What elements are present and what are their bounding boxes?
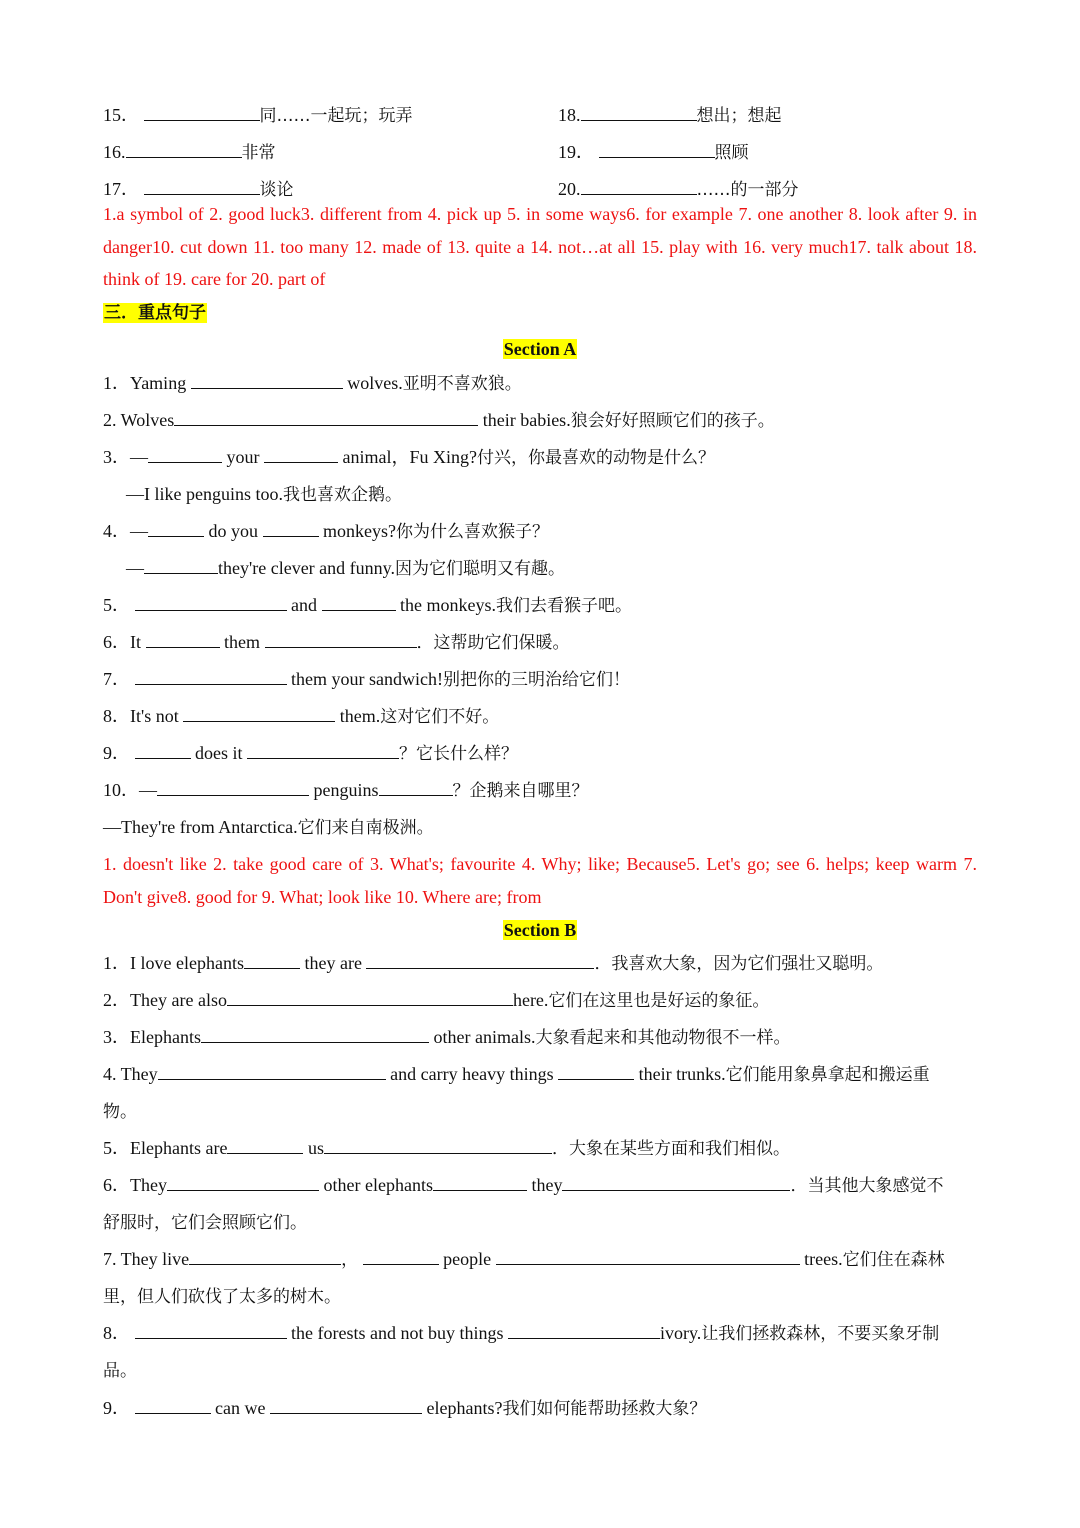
answer-blank[interactable] [322, 592, 396, 611]
text-fragment: —They're from Antarctica. [103, 817, 298, 837]
text-fragment: Section B [503, 920, 577, 940]
answer-blank[interactable] [227, 1135, 303, 1154]
sentence-a2 [103, 407, 775, 434]
text-fragment: 它们来自南极洲。 [297, 818, 434, 838]
text-fragment: other elephants [323, 1175, 433, 1195]
answer-blank[interactable] [135, 1395, 211, 1414]
vocab-item-18 [558, 102, 782, 129]
text-fragment: 里，但人们砍伐了太多的树木。 [103, 1287, 341, 1307]
answer-blank[interactable] [135, 666, 287, 685]
vocab-item-16 [103, 139, 276, 166]
answer-blank[interactable] [324, 1135, 552, 1154]
answer-blank[interactable] [157, 777, 309, 796]
text-fragment: 7． [103, 669, 130, 689]
item-number: 15． [103, 105, 139, 125]
text-fragment: 因为它们聪明又有趣。 [395, 559, 565, 579]
text-fragment: ．当其他大象感觉不 [790, 1176, 944, 1196]
text-fragment: 舒服时，它们会照顾它们。 [103, 1213, 307, 1233]
text-fragment: 别把你的三明治给它们！ [442, 670, 630, 690]
text-fragment: monkeys? [323, 521, 396, 541]
text-fragment: the forests and not buy things [291, 1323, 504, 1343]
sentence-b2 [103, 987, 769, 1014]
answer-blank[interactable] [581, 176, 697, 195]
text-fragment: 5．Elephants are [103, 1138, 228, 1158]
answer-blank[interactable] [148, 518, 204, 537]
sentence-b4 [103, 1061, 930, 1088]
text-fragment: 大象看起来和其他动物很不一样。 [535, 1028, 791, 1048]
text-fragment: ？它长什么样？ [399, 744, 518, 764]
answer-blank[interactable] [148, 444, 222, 463]
answer-blank[interactable] [366, 950, 594, 969]
text-fragment: 它们在这里也是好运的象征。 [548, 991, 770, 1011]
text-fragment: ？企鹅来自哪里？ [452, 781, 589, 801]
text-fragment: 让我们拯救森林，不要买象牙制 [701, 1324, 940, 1344]
text-fragment: 付兴，你最喜欢的动物是什么？ [476, 448, 715, 468]
answer-blank[interactable] [135, 592, 287, 611]
sentence-b5 [103, 1135, 790, 1162]
answer-blank[interactable] [265, 629, 417, 648]
text-fragment: 我们去看猴子吧。 [496, 596, 632, 616]
sentence-a8 [103, 703, 499, 730]
sentence-a5 [103, 592, 632, 619]
text-fragment: 4. They [103, 1064, 158, 1084]
text-fragment: ．大象在某些方面和我们相似。 [551, 1139, 790, 1159]
answer-blank[interactable] [146, 629, 220, 648]
text-fragment: 10．— [103, 780, 157, 800]
sentence-b4-cont [103, 1098, 137, 1125]
sentence-b7 [103, 1246, 945, 1273]
text-fragment: them. [339, 706, 381, 726]
text-fragment: 这对它们不好。 [380, 707, 500, 727]
answer-blank[interactable] [379, 777, 453, 796]
text-fragment: 8．It's not [103, 706, 179, 726]
text-fragment: — [126, 558, 144, 578]
text-fragment: 1．I love elephants [103, 953, 244, 973]
section-b-title [0, 917, 1080, 943]
item-number: 19． [558, 142, 594, 162]
answer-blank[interactable] [144, 176, 260, 195]
text-fragment: elephants? [426, 1398, 503, 1418]
text-fragment: they [531, 1175, 563, 1195]
text-fragment: 三．重点句子 [104, 303, 206, 323]
vocab-answer-key: 1.a symbol of 2. good luck3. different from 4. pick up 5. in some ways6. for example 7. one another 8. look after 9. in danger10. cut down 11. too many 12. made of 13. quite a 14. not…at all 15. play with 16. very much17. talk about 18. think of 19. care for 20. part of [103, 204, 977, 289]
text-fragment: other animals. [433, 1027, 536, 1047]
sentence-a3-reply [126, 481, 402, 508]
answer-blank[interactable] [263, 518, 319, 537]
text-fragment: —I like penguins too. [126, 484, 283, 504]
section-a-title [0, 336, 1080, 362]
text-fragment: 6．They [103, 1175, 167, 1195]
text-fragment: their babies. [482, 410, 571, 430]
text-fragment: 8． [103, 1323, 130, 1343]
answer-blank[interactable] [135, 740, 191, 759]
vocab-item-19 [558, 139, 749, 166]
answer-blank[interactable] [135, 1320, 287, 1339]
answer-blank[interactable] [247, 740, 399, 759]
sentence-a1 [103, 370, 522, 397]
text-fragment: here. [512, 990, 549, 1010]
text-fragment: 物。 [103, 1102, 137, 1122]
text-fragment: do you [208, 521, 258, 541]
text-fragment: your [226, 447, 260, 467]
text-fragment: wolves. [347, 373, 403, 393]
sentence-a6 [103, 629, 570, 656]
text-fragment: 我也喜欢企鹅。 [282, 485, 402, 505]
text-fragment: 7. They live [103, 1249, 190, 1269]
text-fragment: trees. [804, 1249, 843, 1269]
item-meaning: ……的一部分 [696, 180, 799, 200]
item-meaning: 照顾 [714, 143, 749, 163]
answer-blank[interactable] [126, 139, 242, 158]
answer-blank[interactable] [363, 1246, 439, 1265]
section-a-answer-key: 1. doesn't like 2. take good care of 3. What's; favourite 4. Why; like; Because5. Let's go; see 6. helps; keep warm 7. Don't give8. good for 9. What; look like 10. Where are; from [103, 854, 977, 907]
sentence-b8 [103, 1320, 939, 1347]
text-fragment: Section A [503, 339, 577, 359]
text-fragment: ， [341, 1250, 359, 1270]
sentence-a4-reply [126, 555, 565, 582]
text-fragment: can we [215, 1398, 266, 1418]
answer-blank[interactable] [183, 703, 335, 722]
answer-blank[interactable] [227, 987, 513, 1006]
text-fragment: ．我喜欢大象，因为它们强壮又聪明。 [594, 954, 884, 974]
item-meaning: 同……一起玩；玩弄 [259, 106, 413, 126]
item-meaning: 谈论 [259, 180, 294, 200]
text-fragment: 它们住在森林 [842, 1250, 945, 1270]
sentence-b7-cont [103, 1283, 341, 1310]
text-fragment: 狼会好好照顾它们的孩子。 [570, 411, 775, 431]
text-fragment: people [443, 1249, 492, 1269]
text-fragment: 9． [103, 1398, 130, 1418]
answer-blank[interactable] [599, 139, 715, 158]
answer-blank[interactable] [167, 1172, 319, 1191]
answer-blank[interactable] [174, 407, 478, 426]
answer-blank[interactable] [496, 1246, 800, 1265]
sentence-a7 [103, 666, 630, 693]
text-fragment: 品。 [103, 1361, 137, 1381]
text-fragment: and carry heavy things [390, 1064, 554, 1084]
text-fragment: them your sandwich! [291, 669, 443, 689]
answer-blank[interactable] [433, 1172, 527, 1191]
answer-blank[interactable] [562, 1172, 790, 1191]
text-fragment: them [224, 632, 260, 652]
sentence-a4 [103, 518, 549, 545]
text-fragment: penguins [313, 780, 379, 800]
sentence-b9 [103, 1395, 706, 1422]
text-fragment: 它们能用象鼻拿起和搬运重 [725, 1065, 930, 1085]
text-fragment: 亚明不喜欢狼。 [402, 374, 522, 394]
text-fragment: 我们如何能帮助拯救大象？ [502, 1399, 707, 1419]
answer-blank[interactable] [144, 555, 218, 574]
answer-blank[interactable] [144, 102, 260, 121]
item-number: 17． [103, 179, 139, 199]
text-fragment: ．这帮助它们保暖。 [416, 633, 570, 653]
answer-blank[interactable] [158, 1061, 386, 1080]
sentence-a10 [103, 777, 589, 804]
answer-blank[interactable] [189, 1246, 341, 1265]
item-meaning: 想出；想起 [696, 106, 782, 126]
text-fragment: 3．— [103, 447, 148, 467]
answer-blank[interactable] [201, 1024, 429, 1043]
text-fragment: 你为什么喜欢猴子？ [395, 522, 549, 542]
sentence-b3 [103, 1024, 790, 1051]
text-fragment: animal，Fu Xing? [342, 447, 477, 467]
sentence-a10-reply [103, 814, 434, 841]
item-number: 20. [558, 179, 581, 199]
text-fragment: they are [304, 953, 362, 973]
section-heading [103, 299, 207, 326]
text-fragment: us [307, 1138, 324, 1158]
item-number: 16. [103, 142, 126, 162]
text-fragment: does it [195, 743, 243, 763]
sentence-b6 [103, 1172, 943, 1199]
answer-blank[interactable] [264, 444, 338, 463]
text-fragment: and [291, 595, 317, 615]
sentence-b8-cont [103, 1357, 137, 1384]
text-fragment: 1．Yaming [103, 373, 187, 393]
answer-blank[interactable] [558, 1061, 634, 1080]
text-fragment: 4．— [103, 521, 148, 541]
text-fragment: 5． [103, 595, 130, 615]
text-fragment: 2. Wolves [103, 410, 175, 430]
item-meaning: 非常 [241, 143, 276, 163]
text-fragment: they're clever and funny. [218, 558, 395, 578]
text-fragment: 2．They are also [103, 990, 227, 1010]
vocab-item-15 [103, 102, 413, 129]
text-fragment: 3．Elephants [103, 1027, 201, 1047]
text-fragment: 6．It [103, 632, 141, 652]
answer-blank[interactable] [244, 950, 300, 969]
text-fragment: the monkeys. [400, 595, 496, 615]
answer-blank[interactable] [270, 1395, 422, 1414]
sentence-b6-cont [103, 1209, 307, 1236]
sentence-a3 [103, 444, 715, 471]
answer-blank[interactable] [191, 370, 343, 389]
text-fragment: their trunks. [638, 1064, 726, 1084]
answer-blank[interactable] [581, 102, 697, 121]
sentence-b1 [103, 950, 883, 977]
sentence-a9 [103, 740, 518, 767]
answer-blank[interactable] [508, 1320, 660, 1339]
item-number: 18. [558, 105, 581, 125]
text-fragment: 9． [103, 743, 130, 763]
text-fragment: ivory. [659, 1323, 702, 1343]
